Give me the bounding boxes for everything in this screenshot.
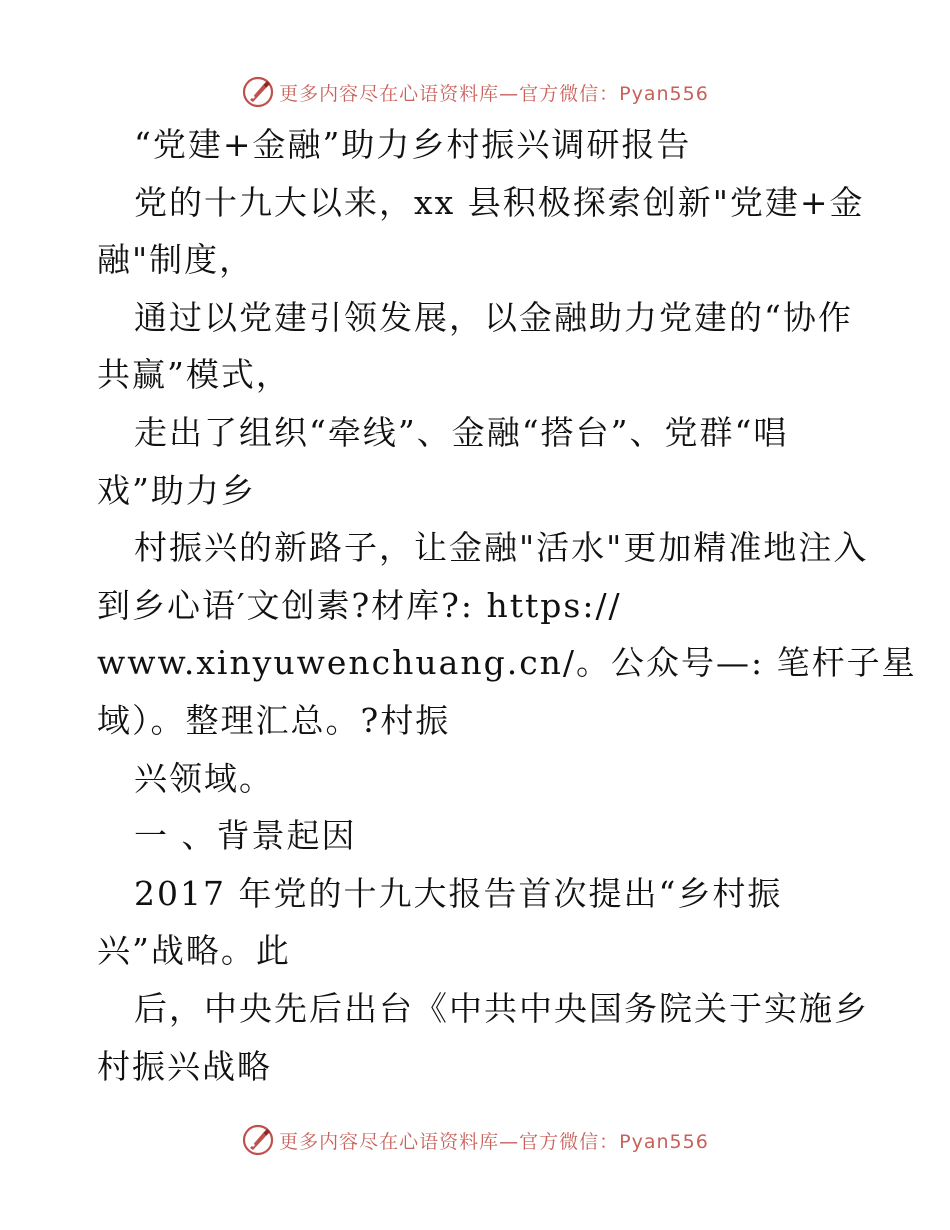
document-body	[97, 116, 917, 1095]
document-line: 域）。整理汇总。?村振	[97, 700, 451, 740]
document-line: 走出了组织“牵线”、金融“搭台”、党群“唱	[134, 412, 789, 452]
document-line: www.xinyuwenchuang.cn/。公众号—: 笔杆子星	[97, 643, 917, 683]
document-line: 共赢”模式，	[97, 355, 291, 395]
document-line: 融"制度，	[97, 240, 255, 280]
watermark-text: 更多内容尽在心语资料库—官方微信：Pyan556	[279, 82, 709, 105]
pen-logo-icon	[241, 75, 275, 109]
document-line: 兴”战略。此	[97, 931, 291, 971]
document-line: 通过以党建引领发展，以金融助力党建的“协作	[134, 297, 853, 337]
document-line: 村振兴的新路子，让金融"活水"更加精准地注入	[134, 528, 869, 568]
document-line: 兴领域。	[134, 758, 274, 798]
document-line: 后，中央先后出台《中共中央国务院关于实施乡	[134, 988, 869, 1028]
document-line: 戏”助力乡	[97, 470, 256, 510]
document-line: 村振兴战略	[97, 1046, 272, 1086]
document-line: 到乡心语′文创素?材库?: https://	[97, 585, 622, 625]
document-line: 一 、背景起因	[134, 816, 357, 856]
document-line: 2017 年党的十九大报告首次提出“乡村振	[134, 873, 783, 913]
document-line: 党的十九大以来，xx 县积极探索创新"党建+金	[134, 182, 865, 222]
footer-watermark	[0, 1118, 950, 1162]
pen-logo-icon	[241, 1123, 275, 1157]
watermark-text: 更多内容尽在心语资料库—官方微信：Pyan556	[279, 1130, 709, 1153]
header-watermark	[0, 70, 950, 114]
document-line: “党建+金融”助力乡村振兴调研报告	[134, 125, 692, 164]
